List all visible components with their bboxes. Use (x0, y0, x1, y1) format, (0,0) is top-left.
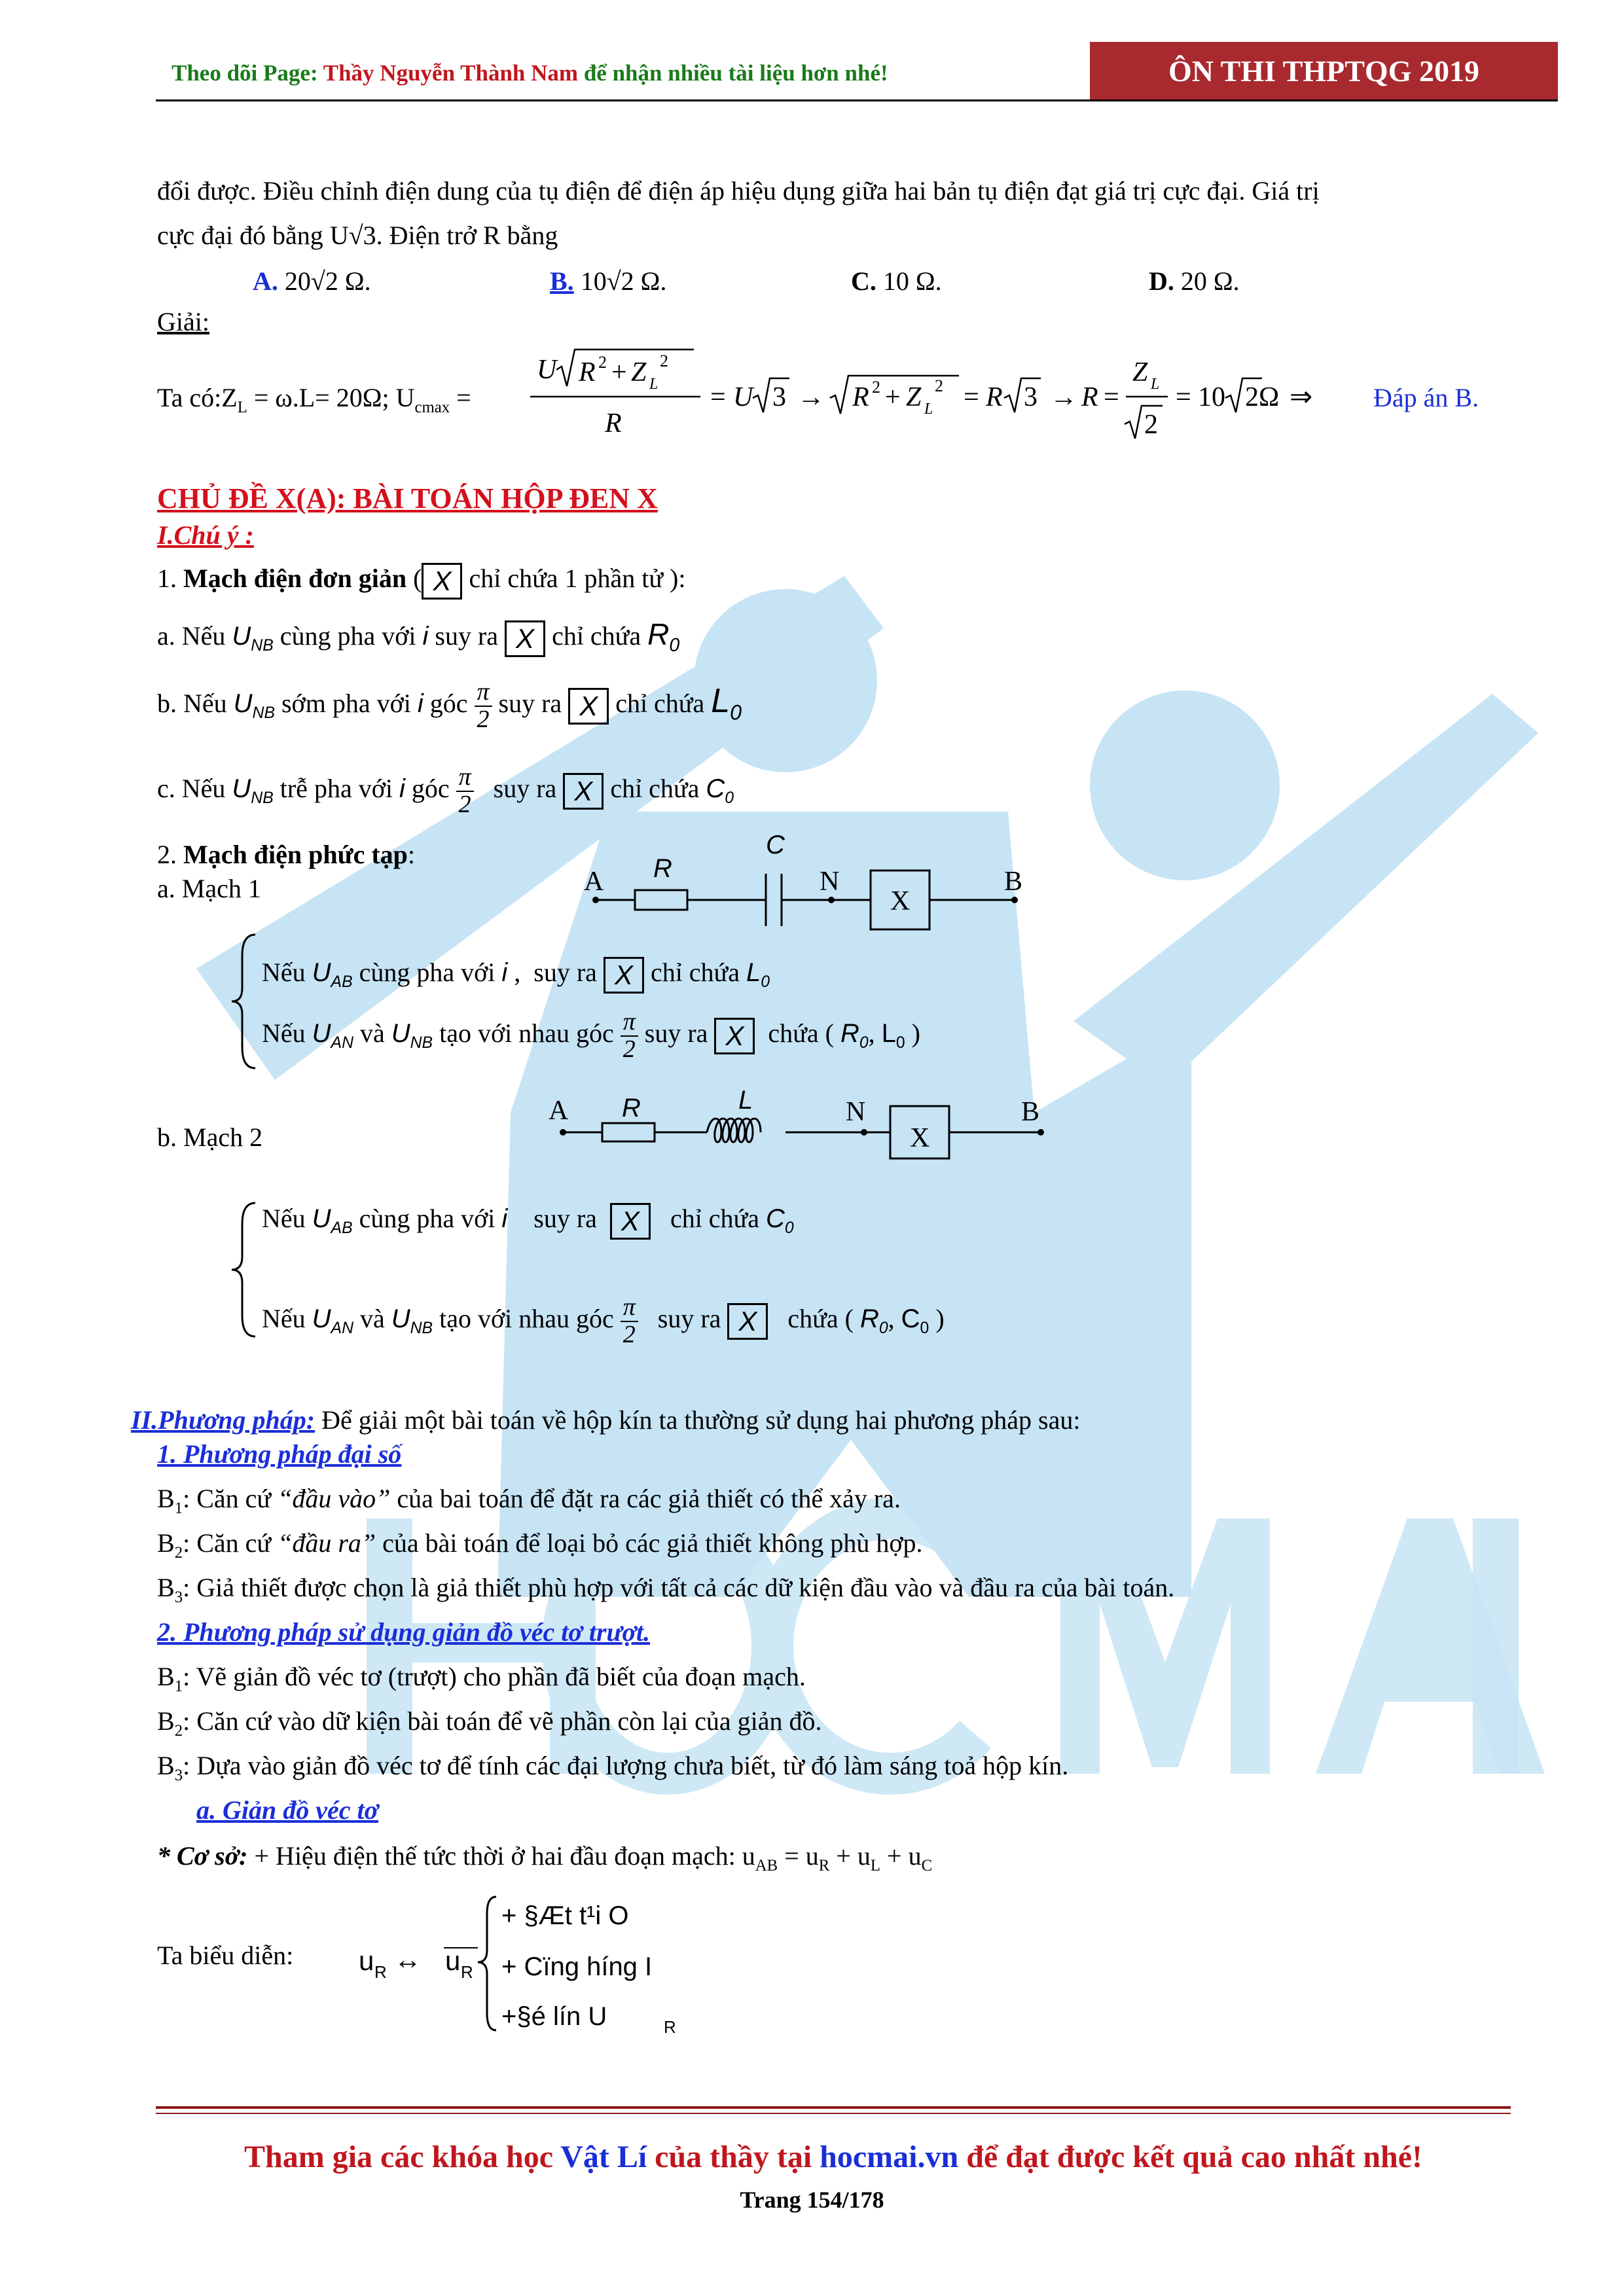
pi-over-2: $\frac{\pi}{2}$ (621, 1295, 638, 1348)
svg-text:R: R (852, 382, 869, 412)
x-box: X (610, 1203, 651, 1240)
node-n-label: N (846, 1097, 866, 1127)
case-c: c. Nếu $U_{NB}$ trễ pha với i góc $\frac{\pi}{2}$ suy ra X chỉ chứa $C_0$ (157, 763, 734, 818)
vector-heading: 2. Phương pháp sử dụng giản đồ véc tơ trượt. (157, 1617, 651, 1647)
problem-line-2: cực đại đó bằng U√3. Điện trở R bằng (157, 221, 558, 250)
x-box-label: X (910, 1123, 930, 1153)
svg-text:u: u (445, 1945, 461, 1976)
complex-circuit-heading: 2. Mạch điện phức tạp: (157, 840, 416, 869)
brace-2 (229, 1198, 262, 1342)
svg-text:2Ω: 2Ω (1245, 382, 1280, 412)
footer-banner: Tham gia các khóa học Vật Lí của thầy tại hocmai.vn để đạt được kết quả cao nhất nhé! (244, 2140, 1422, 2174)
topic-title: CHỦ ĐỀ X(A): BÀI TOÁN HỘP ĐEN X (157, 482, 658, 514)
svg-text:R: R (605, 408, 622, 439)
header-divider (156, 99, 1558, 101)
case-b: b. Nếu $U_{NB}$ sớm pha với i góc $\frac{\pi}{2}$ suy ra X chỉ chứa $L_0$ (157, 678, 742, 733)
header-follow: Theo dõi Page: Thầy Nguyễn Thành Nam để nhận nhiều tài liệu hơn nhé! (171, 60, 888, 86)
svg-text:Z: Z (906, 382, 922, 412)
teacher-name[interactable]: Thầy Nguyễn Thành Nam (323, 60, 579, 86)
case-a: a. Nếu $U_{NB}$ cùng pha với i suy ra X chỉ chứa $R_0$ (157, 617, 680, 656)
svg-text:10: 10 (1198, 382, 1225, 412)
brace-1 (229, 929, 262, 1073)
answer-text: Đáp án B. (1373, 383, 1479, 412)
vector-step-2: $B_2$: Căn cứ vào dữ kiện bài toán để vẽ phần còn lại của giản đồ. (157, 1706, 822, 1740)
node-b-label: B (1021, 1097, 1040, 1127)
x-box: X (563, 773, 604, 810)
x-box: X (568, 688, 609, 725)
svg-text:Z: Z (1132, 357, 1148, 387)
svg-text:L: L (1151, 376, 1160, 393)
represent-line-2: + Cïng híng I (501, 1952, 653, 1981)
represent-diagram (353, 1885, 825, 2042)
svg-text:→: → (1050, 382, 1077, 412)
svg-text:=: = (710, 382, 726, 412)
svg-text:R: R (986, 382, 1003, 412)
algebra-heading: 1. Phương pháp đại số (157, 1439, 402, 1469)
simple-circuit-line: 1. Mạch điện đơn giản ( X chỉ chứa 1 phần tử ): (157, 563, 686, 600)
svg-text:u: u (359, 1945, 374, 1976)
footer-site-link[interactable]: hocmai.vn (820, 2140, 959, 2174)
node-b-label: B (1004, 867, 1023, 897)
note-heading: I.Chú ý : (157, 520, 254, 550)
vector-step-1: $B_1$: Vẽ giản đồ véc tơ (trượt) cho phần đã biết của đoạn mạch. (157, 1662, 806, 1695)
circuit2-label: b. Mạch 2 (157, 1122, 263, 1152)
resistor-label: R (653, 854, 672, 883)
svg-text:3: 3 (772, 382, 786, 412)
represent-line-3: +§é lín U (501, 2002, 607, 2031)
circuit1-label: a. Mạch 1 (157, 874, 261, 903)
svg-text:2: 2 (935, 376, 943, 395)
circuit1-cond-2: Nếu $U_{AN}$ và $U_{NB}$ tạo với nhau góc $\frac{\pi}{2}$ suy ra X chứa ( $R_0$, $L_0$ ) (262, 1008, 920, 1063)
solution-formula (524, 340, 1519, 445)
footer-subject: Vật Lí (560, 2140, 647, 2174)
x-box: X (422, 563, 462, 600)
svg-text:R: R (461, 1962, 473, 1982)
svg-text:2: 2 (1144, 410, 1158, 440)
option-b[interactable]: B. 10√2 Ω. (550, 266, 667, 296)
circuit2-cond-2: Nếu $U_{AN}$ và $U_{NB}$ tạo với nhau góc $\frac{\pi}{2}$ suy ra X chứa ( $R_0$, $C_0$ ) (262, 1293, 945, 1348)
capacitor-label: C (766, 831, 785, 859)
represent-label: Ta biểu diễn: (157, 1941, 294, 1970)
pi-over-2: $\frac{\pi}{2}$ (621, 1009, 638, 1063)
svg-text:⇒: ⇒ (1290, 382, 1313, 412)
diagram-heading: a. Giản đồ véc tơ (196, 1795, 379, 1825)
circuit-2-diagram (543, 1080, 1054, 1172)
circuit2-cond-1: Nếu $U_{AB}$ cùng pha với i suy ra X chỉ chứa $C_0$ (262, 1203, 794, 1240)
problem-line-1: đổi được. Điều chỉnh điện dung của tụ điện để điện áp hiệu dụng giữa hai bản tụ điện đạt giá trị cực đại. Giá trị (157, 176, 1320, 206)
pi-over-2: $\frac{\pi}{2}$ (475, 679, 492, 733)
svg-text:R: R (374, 1962, 387, 1982)
svg-text:=: = (964, 382, 979, 412)
svg-text:2: 2 (598, 353, 607, 372)
footer-rule-1 (156, 2106, 1511, 2109)
solution-prefix: Ta $có:Z_L = \omega.L= 20\Omega$; $U_{cmax}$ = (157, 383, 471, 416)
option-a[interactable]: A. 20√2 Ω. (253, 266, 371, 296)
pi-over-2: $\frac{\pi}{2}$ (456, 764, 474, 818)
svg-text:→: → (797, 382, 825, 412)
method-heading: II.Phương pháp: Để giải một bài toán về hộp kín ta thường sử dụng hai phương pháp sau: (131, 1405, 1081, 1435)
solution-label: Giải: (157, 307, 209, 336)
svg-text:=: = (1176, 382, 1191, 412)
exam-badge: ÔN THI THPTQG 2019 (1090, 42, 1558, 99)
svg-text:R: R (664, 2017, 676, 2037)
algebra-step-3: $B_3$: Giả thiết được chọn là giả thiết phù hợp với tất cả các dữ kiện đầu vào và đầu ra của bài toán. (157, 1573, 1175, 1606)
svg-text:R: R (579, 357, 596, 387)
svg-text:L: L (649, 376, 659, 393)
footer-rule-2 (156, 2113, 1511, 2114)
x-box: X (505, 620, 545, 657)
algebra-step-2: $B_2$: Căn cứ “đầu ra” của bài toán để loại bỏ các giả thiết không phù hợp. (157, 1528, 923, 1562)
basis-line: * Cơ sở: + Hiệu điện thế tức thời ở hai đầu đoạn mạch: $u_{AB} = u_R + u_L + u_C$ (157, 1841, 933, 1874)
svg-text:Z: Z (631, 357, 647, 387)
node-a-label: A (549, 1096, 569, 1126)
svg-text:2: 2 (872, 378, 880, 397)
svg-text:3: 3 (1024, 382, 1038, 412)
x-box-label: X (890, 886, 911, 916)
x-box: X (604, 957, 644, 994)
svg-text:+: + (885, 382, 901, 412)
represent-line-1: + §Æt t¹i O (501, 1901, 629, 1930)
circuit-1-diagram (569, 825, 1041, 949)
svg-text:+: + (611, 357, 627, 387)
option-c[interactable]: C. 10 Ω. (851, 266, 942, 296)
svg-text:R: R (1081, 382, 1098, 412)
option-d[interactable]: D. 20 Ω. (1149, 266, 1240, 296)
svg-text:2: 2 (660, 351, 668, 370)
inductor-label: L (738, 1086, 753, 1115)
circuit1-cond-1: Nếu $U_{AB}$ cùng pha với i , suy ra X chỉ chứa $L_0$ (262, 957, 770, 994)
resistor-label: R (622, 1094, 641, 1122)
svg-text:↔: ↔ (394, 1945, 422, 1975)
svg-text:=: = (1104, 382, 1119, 412)
vector-step-3: $B_3$: Dựa vào giản đồ véc tơ để tính các đại lượng chưa biết, từ đó làm sáng toả hộp kín. (157, 1751, 1069, 1784)
node-n-label: N (820, 867, 840, 897)
node-a-label: A (584, 867, 604, 897)
x-box: X (727, 1303, 768, 1340)
svg-text:U: U (537, 355, 557, 385)
algebra-step-1: $B_1$: Căn cứ “đầu vào” của bai toán để đặt ra các giả thiết có thể xảy ra. (157, 1484, 901, 1517)
page-number: Trang 154/178 (740, 2187, 884, 2213)
max-value: U√3 (329, 221, 376, 250)
svg-text:L: L (924, 401, 933, 418)
svg-text:U: U (733, 382, 753, 412)
x-box: X (714, 1018, 755, 1054)
